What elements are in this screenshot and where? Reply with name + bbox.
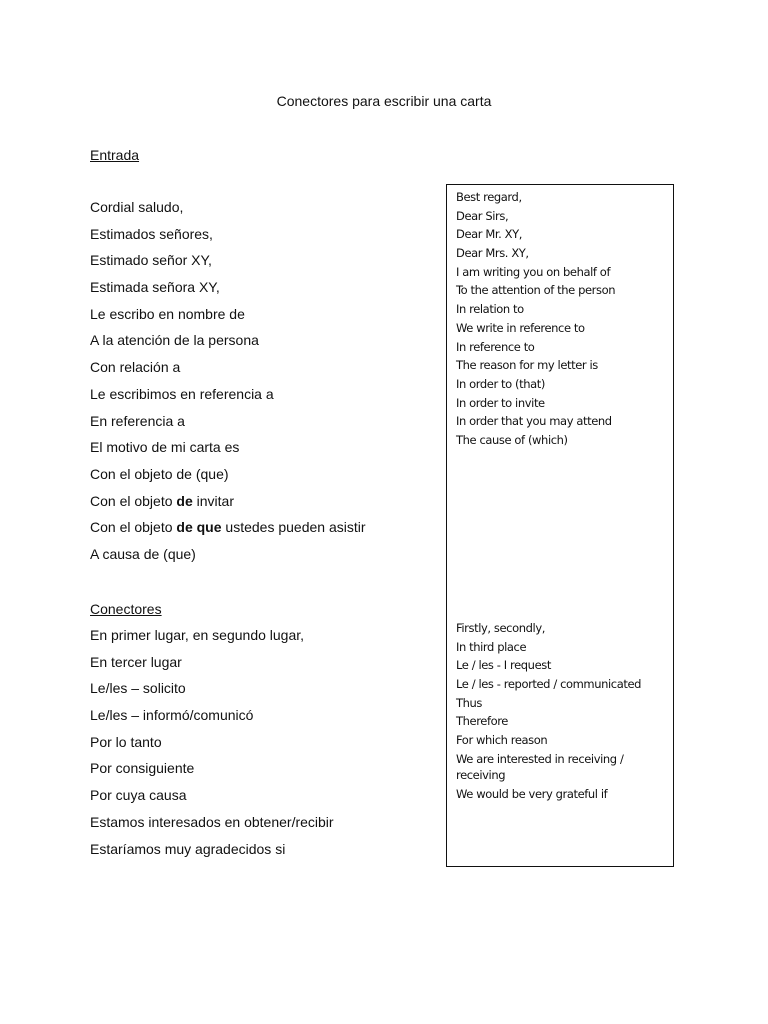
list-item: Dear Mrs. XY, xyxy=(456,246,529,261)
list-item: Le/les – solicito xyxy=(90,680,186,697)
list-item: Le / les - I request xyxy=(456,658,551,673)
list-item: We would be very grateful if xyxy=(456,786,608,801)
list-item: Le escribo en nombre de xyxy=(90,305,245,322)
list-item: Le escribimos en referencia a xyxy=(90,385,274,402)
list-item: The reason for my letter is xyxy=(456,358,598,373)
list-item: Estimados señores, xyxy=(90,225,213,242)
list-item: The cause of (which) xyxy=(456,432,568,447)
list-item: For which reason xyxy=(456,733,548,748)
list-item: Con el objeto de (que) xyxy=(90,465,229,482)
list-item: Therefore xyxy=(456,714,508,729)
list-item: A la atención de la persona xyxy=(90,332,259,349)
list-item: Le / les - reported / communicated xyxy=(456,677,642,692)
list-item: Dear Mr. XY, xyxy=(456,227,523,242)
list-item: In relation to xyxy=(456,302,524,317)
list-item: Por lo tanto xyxy=(90,733,162,750)
conectores-english-list xyxy=(456,620,666,805)
list-item: Con el objeto de que ustedes pueden asistir xyxy=(90,519,366,536)
list-item: A causa de (que) xyxy=(90,545,196,562)
list-item: In third place xyxy=(456,639,527,654)
list-item: Estamos interesados en obtener/recibir xyxy=(90,813,334,830)
list-item: Estaríamos muy agradecidos si xyxy=(90,840,286,857)
list-item: Le/les – informó/comunicó xyxy=(90,707,254,724)
entrada-spanish-list xyxy=(90,198,366,572)
list-item: En referencia a xyxy=(90,412,185,429)
list-item: El motivo de mi carta es xyxy=(90,439,240,456)
list-item: Estimado señor XY, xyxy=(90,252,212,269)
list-item: Con relación a xyxy=(90,359,181,376)
list-item: Thus xyxy=(456,695,482,710)
list-item: En primer lugar, en segundo lugar, xyxy=(90,627,305,643)
list-item: Por consiguiente xyxy=(90,760,195,777)
page-title: Conectores para escribir una carta xyxy=(276,93,492,109)
list-item: To the attention of the person xyxy=(456,283,616,298)
list-item: Estimada señora XY, xyxy=(90,279,220,296)
list-item: Cordial saludo, xyxy=(90,199,184,215)
list-item: Best regard, xyxy=(456,190,522,204)
list-item: Firstly, secondly, xyxy=(456,621,545,635)
list-item: In order to (that) xyxy=(456,376,545,391)
english-translations-box xyxy=(446,184,674,867)
section-heading-entrada: Entrada xyxy=(90,147,140,163)
list-item: We are interested in receiving / receiving xyxy=(456,751,624,782)
list-item: We write in reference to xyxy=(456,320,585,335)
entrada-english-list xyxy=(456,189,615,451)
conectores-spanish-list xyxy=(90,626,334,866)
list-item: Dear Sirs, xyxy=(456,208,509,223)
list-item: In order to invite xyxy=(456,395,545,410)
section-heading-conectores: Conectores xyxy=(90,601,162,617)
list-item: In reference to xyxy=(456,339,535,354)
list-item: En tercer lugar xyxy=(90,653,182,670)
list-item: Por cuya causa xyxy=(90,787,187,804)
list-item: In order that you may attend xyxy=(456,414,612,429)
list-item: Con el objeto de invitar xyxy=(90,492,234,509)
list-item: I am writing you on behalf of xyxy=(456,264,611,279)
